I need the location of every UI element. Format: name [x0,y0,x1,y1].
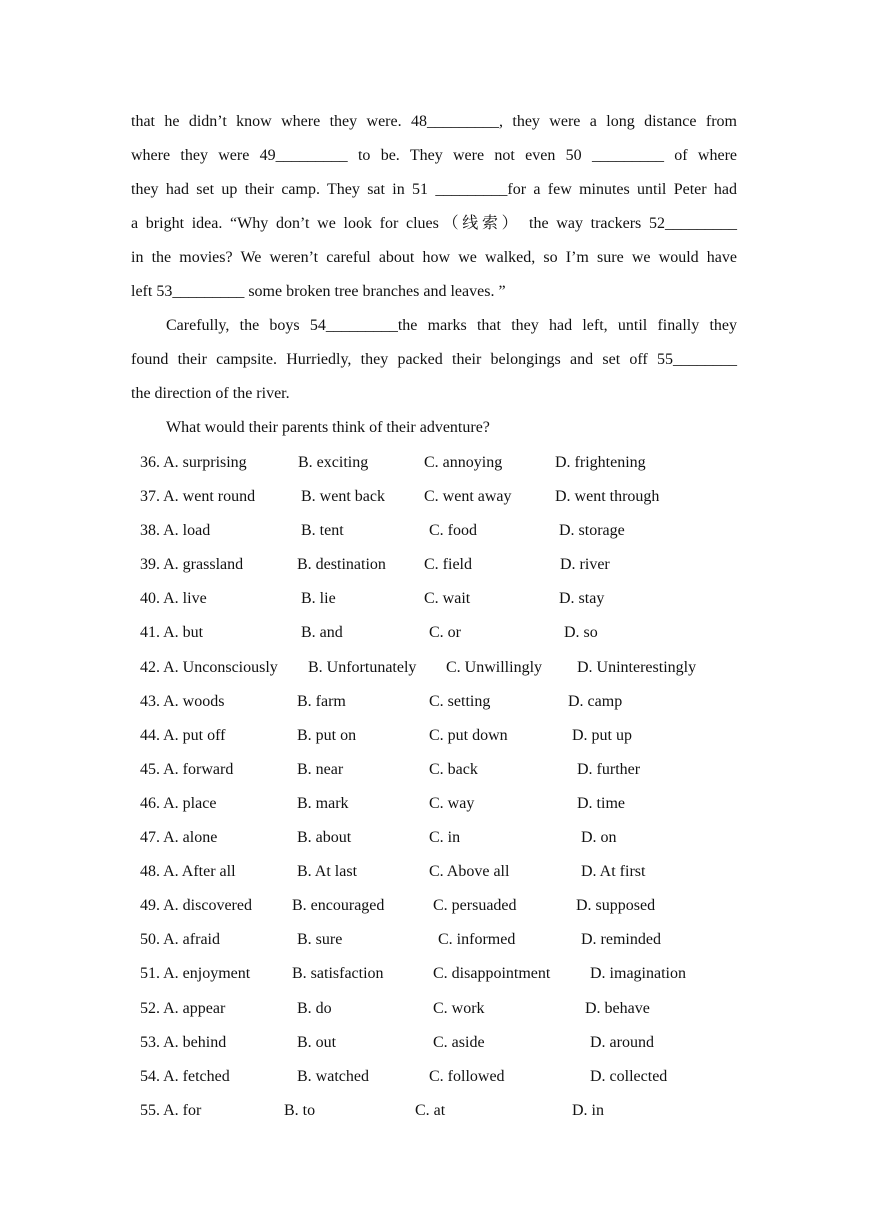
passage [131,105,737,445]
question-number-and-option-a [140,957,250,991]
option-c: C. Unwillingly [446,658,543,676]
question-row [140,548,760,582]
question-row [140,855,760,889]
option-a: A. forward [163,760,234,778]
question-number-and-option-a [140,753,233,787]
question-number: 53. [140,1033,160,1051]
question-number-and-option-a [140,1060,230,1094]
option-c: C. field [424,556,472,574]
option-b: B. mark [297,794,349,812]
passage-line: that he didn’t know where they were. 48_________, they were a long distance from [131,113,737,130]
question-number-and-option-a [140,480,255,514]
option-b: B. tent [301,522,344,540]
question-number-and-option-a [140,651,278,685]
question-number-and-option-a [140,1026,226,1060]
question-number-and-option-a [140,446,247,480]
question-number: 41. [140,624,160,642]
question-row [140,480,760,514]
option-b: B. encouraged [292,897,385,915]
option-a: A. discovered [163,897,252,915]
question-number: 40. [140,590,160,608]
question-row [140,685,760,719]
option-c: C. wait [424,590,471,608]
question-row [140,821,760,855]
option-d: D. on [581,829,617,847]
option-c: C. setting [429,692,491,710]
question-row [140,1026,760,1060]
option-b: B. went back [301,488,385,506]
question-number-and-option-a [140,514,210,548]
question-number-and-option-a [140,855,236,889]
option-a: A. but [163,624,204,642]
option-d: D. Uninterestingly [577,658,697,676]
option-d: D. in [572,1101,604,1119]
question-row [140,753,760,787]
option-d: D. time [577,794,625,812]
option-c: C. food [429,522,477,540]
question-number: 43. [140,692,160,710]
option-b: B. watched [297,1067,369,1085]
question-number-and-option-a [140,889,252,923]
option-a: A. place [163,794,217,812]
option-d: D. reminded [581,931,661,949]
option-c: C. at [415,1101,446,1119]
question-number: 54. [140,1067,160,1085]
option-c: C. in [429,829,461,847]
option-a: A. appear [163,999,226,1017]
question-row [140,719,760,753]
option-b: B. Unfortunately [308,658,417,676]
question-number-and-option-a [140,1094,201,1128]
question-number-and-option-a [140,616,203,650]
question-number: 48. [140,863,160,881]
option-b: B. farm [297,692,346,710]
option-b: B. do [297,999,332,1017]
question-number: 37. [140,488,160,506]
option-a: A. put off [163,726,226,744]
option-d: D. imagination [590,965,686,983]
option-d: D. behave [585,999,650,1017]
question-number-and-option-a [140,548,243,582]
passage-line: found their campsite. Hurriedly, they packed their belongings and set off 55________ [131,351,737,368]
question-number: 50. [140,931,160,949]
option-c: C. aside [433,1033,485,1051]
option-d: D. so [564,624,598,642]
option-b: B. put on [297,726,357,744]
question-number-and-option-a [140,992,225,1026]
option-d: D. At first [581,863,646,881]
passage-line: they had set up their camp. They sat in 51 _________for a few minutes until Peter had [131,181,737,198]
option-a: A. surprising [163,454,247,471]
question-number: 38. [140,522,160,540]
option-c: C. put down [429,726,508,744]
option-a: A. afraid [163,931,220,949]
question-number: 44. [140,726,160,744]
option-d: D. went through [555,488,660,506]
option-a: A. for [163,1101,202,1119]
question-number: 36. [140,454,160,471]
question-number-and-option-a [140,582,207,616]
question-row [140,923,760,957]
question-number-and-option-a [140,787,216,821]
option-a: A. Unconsciously [163,658,278,676]
question-number-and-option-a [140,821,217,855]
option-c: C. informed [438,931,516,949]
option-a: A. fetched [163,1067,230,1085]
question-number: 47. [140,829,160,847]
question-row [140,514,760,548]
option-d: D. storage [559,522,625,540]
option-d: D. further [577,760,641,778]
passage-question-line: What would their parents think of their adventure? [166,419,490,436]
option-d: D. frightening [555,454,646,471]
option-c: C. annoying [424,454,503,471]
question-number-and-option-a [140,719,226,753]
question-row [140,616,760,650]
option-d: D. collected [590,1067,668,1085]
option-b: B. sure [297,931,343,949]
option-b: B. and [301,624,343,642]
question-number-and-option-a [140,923,220,957]
option-c: C. Above all [429,863,510,881]
question-number: 45. [140,760,160,778]
question-number: 51. [140,965,160,983]
option-a: A. After all [163,863,236,881]
question-row [140,787,760,821]
option-d: D. put up [572,726,632,744]
option-b: B. out [297,1033,337,1051]
option-a: A. load [163,522,211,540]
option-a: A. woods [163,692,225,710]
passage-line: Carefully, the boys 54_________the marks that they had left, until finally they [166,317,737,334]
option-c: C. or [429,624,461,642]
question-number: 39. [140,556,160,574]
option-c: C. work [433,999,485,1017]
option-b: B. to [284,1101,316,1119]
option-b: B. At last [297,863,358,881]
question-number: 55. [140,1101,160,1119]
question-number: 42. [140,658,160,676]
question-row [140,446,760,480]
option-d: D. stay [559,590,605,608]
question-number: 49. [140,897,160,915]
question-row [140,651,760,685]
option-d: D. around [590,1033,654,1051]
question-row [140,889,760,923]
question-number: 46. [140,794,160,812]
option-b: B. satisfaction [292,965,384,983]
option-d: D. river [560,556,610,574]
question-row [140,992,760,1026]
passage-line: in the movies? We weren’t careful about how we walked, so I’m sure we would have [131,249,737,266]
option-c: C. way [429,794,475,812]
question-row [140,1060,760,1094]
option-d: D. camp [568,692,623,710]
option-a: A. alone [163,829,218,847]
passage-line: a bright idea. “Why don’t we look for clues（线索） the way trackers 52_________ [131,215,737,232]
option-d: D. supposed [576,897,656,915]
option-a: A. went round [163,488,256,506]
passage-line: the direction of the river. [131,385,290,402]
option-c: C. followed [429,1067,505,1085]
option-b: B. about [297,829,352,847]
question-row [140,582,760,616]
option-a: A. live [163,590,207,608]
question-row [140,1094,760,1128]
question-number-and-option-a [140,685,224,719]
option-b: B. near [297,760,344,778]
option-b: B. lie [301,590,336,608]
passage-line: left 53_________ some broken tree branches and leaves. ” [131,283,506,300]
option-c: C. went away [424,488,512,506]
option-a: A. enjoyment [163,965,251,983]
option-a: A. grassland [163,556,244,574]
option-a: A. behind [163,1033,227,1051]
question-row [140,957,760,991]
option-c: C. back [429,760,478,778]
passage-line: where they were 49_________ to be. They were not even 50 _________ of where [131,147,737,164]
option-b: B. exciting [298,454,369,471]
option-b: B. destination [297,556,386,574]
question-number: 52. [140,999,160,1017]
option-c: C. disappointment [433,965,551,983]
option-c: C. persuaded [433,897,517,915]
answer-options-list [140,446,760,1128]
